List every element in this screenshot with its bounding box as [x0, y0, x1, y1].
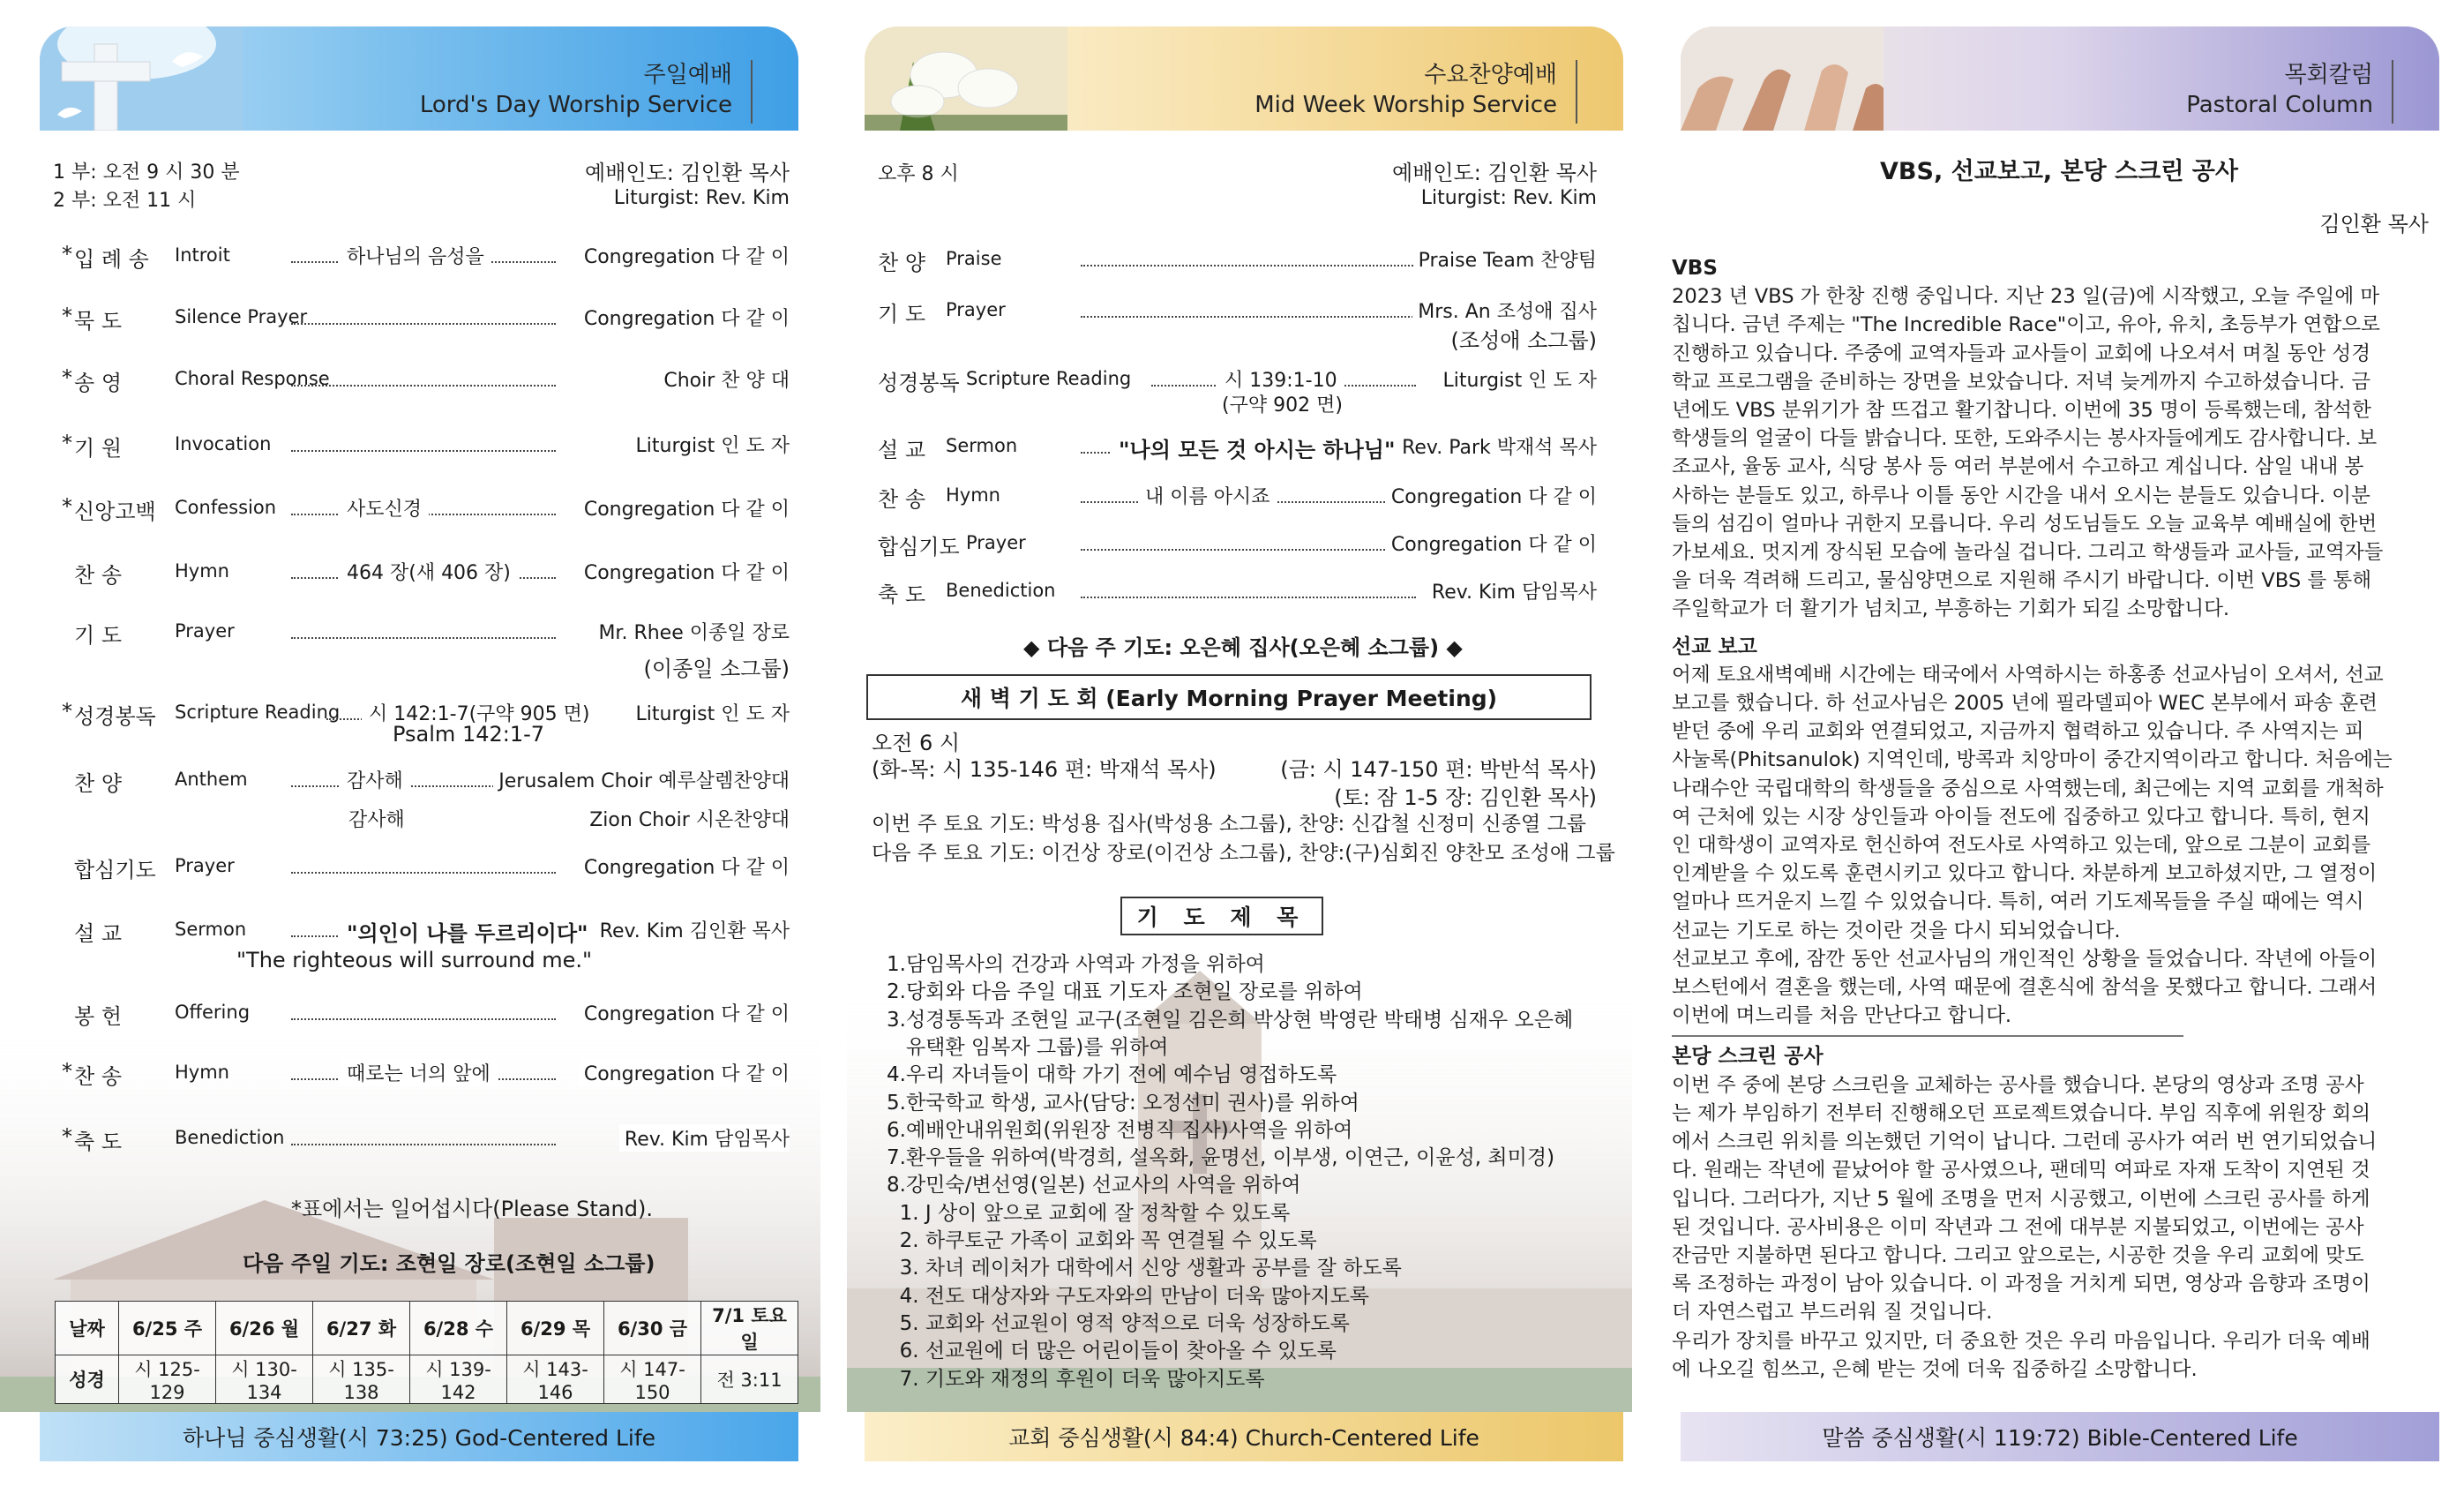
item-detail: 때로는 너의 앞에 [340, 1059, 498, 1086]
column-line: 선교보고 후에, 잠깐 동안 선교사님의 개인적인 상황을 들었습니다. 작년에 아들이 [1672, 947, 2378, 971]
item-name: 기 원 [74, 436, 122, 461]
column-line: 선교는 기도로 하는 것이란 것을 다시 되뇌었습니다. [1672, 919, 2121, 942]
stand-marker: * [62, 304, 72, 328]
stand-note: *표에서는 일어섭시다(Please Stand). [291, 1197, 653, 1221]
item-performer: Congregation 다 같 이 [1386, 482, 1597, 509]
item-performer: Congregation 다 같 이 [579, 558, 790, 585]
dawn-friday: (금: 시 147-150 편: 박반석 목사) [1280, 757, 1597, 782]
service-item [0, 242, 820, 277]
dot-leader [291, 450, 556, 452]
item-performer: Jerusalem Choir 예루살렘찬양대 [493, 766, 790, 793]
column-title: VBS, 선교보고, 본당 스크린 공사 [1880, 158, 2238, 185]
prayer-topic: 7.환우들을 위하여(박경희, 설옥화, 윤명선, 이부생, 이연근, 이윤성, 최미경) [887, 1146, 1555, 1170]
column-line: 에서 스크린 위치를 의논했던 기억이 납니다. 그런데 공사가 여러 번 연기되었습니 [1672, 1130, 2378, 1154]
item-performer: Congregation 다 같 이 [579, 999, 790, 1026]
header-title-ko: 목회칼럼 [2284, 62, 2373, 88]
schedule-date: 날짜 [56, 1302, 119, 1355]
schedule-date: 6/29 목 [507, 1302, 604, 1355]
prayer-topics-title: 기 도 제 목 [1136, 905, 1307, 930]
item-english: Sermon [175, 919, 247, 940]
service-time-2: 2 부: 오전 11 시 [53, 190, 197, 212]
column-line: 가보세요. 멋지게 장식된 모습에 놀라실 겁니다. 그리고 학생들과 교사들, 교역자들 [1672, 541, 2384, 565]
reaching-hands-art [1681, 26, 1884, 131]
dawn-time: 오전 6 시 [872, 731, 961, 755]
item-name: 송 영 [74, 371, 122, 395]
item-detail: 내 이름 아시죠 [1138, 482, 1277, 509]
schedule-date: 6/27 화 [313, 1302, 410, 1355]
stand-marker: * [62, 494, 72, 519]
item-name: 찬 송 [74, 563, 122, 588]
item-performer: Rev. Kim 담임목사 [1427, 577, 1597, 604]
section-vbs-title: VBS [1672, 257, 1718, 280]
column-line: 입니다. 그러다가, 지난 5 월에 조명을 먼저 시공했고, 이번에 스크린 공사를 하게 [1672, 1187, 2370, 1211]
item-english: Scripture Reading [966, 368, 1132, 389]
item-name: 봉 헌 [74, 1004, 122, 1029]
header-title-en: Lord's Day Worship Service [419, 92, 732, 118]
prayer-topic: 6. 선교원에 더 많은 어린이들이 찾아올 수 있도록 [887, 1340, 1337, 1363]
column-line: 는 제가 부임하기 전부터 진행해오던 프로젝트였습니다. 부임 직후에 위원장 회의 [1672, 1101, 2371, 1125]
stand-marker: * [62, 431, 72, 455]
dot-leader [1081, 316, 1416, 318]
item-performer: Congregation 다 같 이 [1386, 529, 1597, 557]
item-performer: Congregation 다 같 이 [579, 1059, 790, 1086]
anthem2-title: 감사해 [348, 809, 405, 831]
item-detail: 하나님의 음성을 [340, 242, 491, 269]
item-performer: Rev. Kim 김인환 목사 [595, 916, 790, 943]
pastoral-header-banner [1681, 26, 2439, 131]
column-line: 인계받을 수 있도록 훈련시키고 있다고 합니다. 차분하게 보고하셨지만, 그 열정이 [1672, 862, 2378, 886]
prayer-topic: 8.강민숙/변선영(일본) 선교사의 사역을 위하여 [887, 1174, 1301, 1197]
item-english: Introit [175, 244, 230, 266]
column-line: 사눌록(Phitsanulok) 지역인데, 방콕과 치앙마이 중간지역이라고 합니다. 처음에는 [1672, 748, 2393, 772]
service-item [0, 999, 820, 1034]
schedule-date: 7/1 토요일 [701, 1302, 798, 1355]
item-detail: 시 139:1-10 [1217, 365, 1344, 393]
service-item [0, 766, 820, 801]
service-item [847, 529, 1632, 565]
prayer-topic: 유택환 임복자 그룹)를 위하여 [887, 1035, 1169, 1059]
service-time: 오후 8 시 [878, 163, 959, 185]
item-detail: 사도신경 [340, 494, 429, 522]
item-english: Choral Response [175, 368, 330, 389]
pastoral-column [1654, 0, 2464, 1494]
item-english: Prayer [946, 299, 1006, 320]
item-performer: Congregation 다 같 이 [579, 494, 790, 522]
section-mission-title: 선교 보고 [1672, 634, 1757, 658]
sunday-worship-column [0, 0, 820, 1494]
item-detail: 감사해 [340, 766, 410, 793]
item-performer: Liturgist 인 도 자 [631, 431, 790, 458]
item-name: 축 도 [74, 1130, 122, 1154]
schedule-reading: 전 3:11 [701, 1355, 798, 1404]
prayer-topic: 3.성경통독과 조현일 교구(조현일 김은희 박상현 박영란 박태병 심재우 오은혜 [887, 1008, 1574, 1032]
column-line: 을 더욱 격려해 드리고, 물심양면으로 지원해 주시기 바랍니다. 이번 VBS 를 통해 [1672, 569, 2372, 593]
stand-marker: * [62, 365, 72, 390]
item-name: 설 교 [74, 921, 122, 946]
dot-leader [291, 385, 556, 387]
item-english: Invocation [175, 433, 272, 454]
item-english: Prayer [175, 855, 235, 876]
pastoral-footer: 말씀 중심생활(시 119:72) Bible-Centered Life [1681, 1412, 2439, 1461]
header-title-en: Pastoral Column [2186, 92, 2373, 118]
column-body [1672, 249, 2422, 1384]
item-name: 합심기도 [878, 535, 960, 559]
section-divider [1672, 1035, 2183, 1037]
prayer-topic: 6.예배안내위원회(위원장 전병직 집사)사역을 위하여 [887, 1118, 1353, 1142]
item-english: Silence Prayer [175, 306, 308, 327]
dawn-prayer-title-box [866, 674, 1591, 720]
worship-leader-en: Liturgist: Rev. Kim [613, 187, 790, 209]
schedule-reading: 시 147-150 [604, 1355, 701, 1404]
item-performer: Rev. Kim 담임목사 [619, 1124, 790, 1152]
prayer-topics-title-box [1120, 897, 1323, 935]
item-performer: Mrs. An 조성애 집사 [1412, 297, 1597, 324]
item-english: Hymn [175, 560, 229, 582]
worship-leader-en: Liturgist: Rev. Kim [1420, 187, 1597, 209]
column-line: 보스턴에서 결혼을 했는데, 사역 때문에 결혼식에 참석을 못했다고 합니다. 그래서 [1672, 976, 2378, 1000]
section-mission-body [1672, 661, 2422, 1031]
prayer-topic: 4.우리 자녀들이 대학 가기 전에 예수님 영접하도록 [887, 1063, 1337, 1087]
sunday-footer: 하나님 중심생활(시 73:25) God-Centered Life [40, 1412, 798, 1461]
prayer-topic: 7. 기도와 재정의 후원이 더욱 많아지도록 [887, 1367, 1265, 1391]
item-name: 설 교 [878, 438, 925, 462]
column-line: 에 나오길 힘쓰고, 은혜 받는 것에 더욱 집중하길 소망합니다. [1672, 1357, 2198, 1381]
dot-leader [291, 637, 556, 639]
column-line: 더 자연스럽고 부드러워 질 것입니다. [1672, 1301, 1993, 1325]
service-item [847, 482, 1632, 517]
stand-marker: * [62, 1124, 72, 1149]
column-line: 어제 토요새벽예배 시간에는 태국에서 사역하시는 하홍종 선교사님이 오셔서, 선교 [1672, 663, 2384, 687]
column-line: 다. 원래는 작년에 끝났어야 할 공사였으나, 팬데믹 여파로 자재 도착이 지연된 것 [1672, 1159, 2370, 1182]
item-detail: "의인이 나를 두르리이다" [340, 916, 595, 947]
worship-leader-ko: 예배인도: 김인환 목사 [585, 161, 790, 185]
schedule-reading: 시 139-142 [410, 1355, 507, 1404]
schedule-date: 6/26 월 [216, 1302, 313, 1355]
next-sunday-prayer: 다음 주일 기도: 조현일 장로(조현일 소그룹) [243, 1251, 655, 1276]
header-title-en: Mid Week Worship Service [1254, 92, 1557, 118]
lily-flower-art [865, 26, 1067, 131]
schedule-reading: 시 125-129 [119, 1355, 216, 1404]
column-line: 조교사, 율동 교사, 식당 봉사 등 여러 부분에서 수고하고 계십니다. 삼일 내내 봉 [1672, 455, 2364, 479]
column-line: 칩니다. 금년 주제는 "The Incredible Race"이고, 유아, 유치, 초등부가 연합으로 [1672, 313, 2380, 337]
service-item [0, 558, 820, 593]
dawn-prayer-title: 새 벽 기 도 회 (Early Morning Prayer Meeting) [960, 686, 1498, 711]
item-name: 찬 양 [74, 771, 122, 796]
item-name: 신앙고백 [74, 499, 156, 524]
column-line: 2023 년 VBS 가 한창 진행 중입니다. 지난 23 일(금)에 시작했고, 오늘 주일에 마 [1672, 285, 2380, 309]
item-english: Hymn [175, 1062, 229, 1083]
service-item [0, 618, 820, 653]
item-performer: Congregation 다 같 이 [579, 304, 790, 331]
item-name: 입 례 송 [74, 247, 149, 272]
column-line: 이번에 며느리를 처음 만난다고 합니다. [1672, 1004, 2012, 1028]
service-item [847, 245, 1632, 281]
column-line: 주일학교가 더 활기가 넘치고, 부흥하는 기회가 되길 소망합니다. [1672, 597, 2230, 621]
item-name: 합심기도 [74, 858, 156, 882]
item-english: Praise [946, 248, 1002, 269]
service-item [0, 494, 820, 529]
this-saturday-prayer: 이번 주 토요 기도: 박성용 집사(박성용 소그룹), 찬양: 신갑철 신정미 신종열 그룹 [872, 813, 1586, 836]
item-english: Prayer [966, 532, 1026, 553]
item-performer: Mr. Rhee 이종일 장로 [593, 618, 790, 645]
dot-leader [1081, 265, 1416, 267]
prayer-topic: 2. 하쿠토군 가족이 교회와 꼭 연결될 수 있도록 [887, 1229, 1317, 1252]
midweek-worship-column [847, 0, 1632, 1494]
prayer-topic: 5. 교회와 선교원이 영적 양적으로 더욱 성장하도록 [887, 1311, 1350, 1335]
column-line: 이번 주 중에 본당 스크린을 교체하는 공사를 했습니다. 본당의 영상과 조명 공사 [1672, 1073, 2364, 1097]
item-performer: Choir 찬 양 대 [658, 365, 790, 393]
schedule-reading: 시 130-134 [216, 1355, 313, 1404]
column-line: 된 것입니다. 공사비용은 이미 작년과 그 전에 대부분 지불되었고, 이번에는 공사 [1672, 1215, 2364, 1239]
item-performer: Liturgist 인 도 자 [631, 699, 790, 726]
item-performer: Liturgist 인 도 자 [1438, 365, 1598, 393]
prayer-subgroup: (이종일 소그룹) [643, 657, 790, 681]
prayer-topic: 5.한국학교 학생, 교사(담당: 오정선미 권사)를 위하여 [887, 1091, 1359, 1115]
bible-reading-schedule [55, 1301, 798, 1404]
item-name: 찬 양 [878, 251, 925, 275]
schedule-reading: 시 135-138 [313, 1355, 410, 1404]
next-week-prayer: ◆ 다음 주 기도: 오은혜 집사(오은혜 소그룹) ◆ [1023, 635, 1463, 660]
sunday-header-banner [40, 26, 798, 131]
service-item [847, 432, 1632, 468]
sermon-title-english: "The righteous will surround me." [236, 948, 593, 972]
dot-leader [1081, 549, 1416, 551]
stand-marker: * [62, 699, 72, 724]
header-title-ko: 주일예배 [643, 62, 732, 88]
dot-leader [291, 323, 556, 325]
midweek-footer: 교회 중심생활(시 84:4) Church-Centered Life [865, 1412, 1623, 1461]
section-vbs-body [1672, 282, 2422, 623]
midweek-header-banner [865, 26, 1623, 131]
column-line: 인 대학생이 교역자로 헌신하여 전도사로 사역하고 있는데, 앞으로 그분이 교회를 [1672, 834, 2371, 858]
worship-leader-ko: 예배인도: 김인환 목사 [1392, 161, 1597, 185]
service-item [0, 431, 820, 466]
item-english: Confession [175, 497, 277, 518]
column-author: 김인환 목사 [2319, 212, 2429, 236]
dawn-saturday: (토: 잠 1-5 장: 김인환 목사) [1334, 785, 1597, 810]
column-line: 얼마나 뜨거운지 느낄 수 있었습니다. 특히, 여러 기도제목들을 주실 때에는 역시 [1672, 890, 2364, 914]
stand-marker: * [62, 242, 72, 267]
column-line: 받던 중에 우리 교회와 연결되었고, 지금까지 협력하고 있습니다. 주 사역지는 피 [1672, 720, 2364, 744]
item-name: 묵 도 [74, 309, 122, 334]
service-item [0, 852, 820, 888]
service-item [0, 916, 820, 951]
column-line: 잔금만 지불하면 된다고 합니다. 그리고 앞으로는, 시공한 것을 우리 교회에 맞도 [1672, 1243, 2364, 1267]
item-name: 축 도 [878, 582, 925, 607]
stand-marker: * [62, 1059, 72, 1084]
column-line: 여 근처에 있는 시장 상인들과 아이들 전도에 집중하고 있다고 합니다. 특히, 현지 [1672, 805, 2370, 829]
schedule-date: 6/25 주 [119, 1302, 216, 1355]
service-item [847, 577, 1632, 612]
column-line: 학교 프로그램을 준비하는 장면을 보았습니다. 저녁 늦게까지 수고하셨습니다. 금 [1672, 370, 2371, 394]
item-english: Sermon [946, 435, 1018, 456]
item-detail: 시 142:1-7(구약 905 면) [362, 699, 596, 726]
item-name: 기 도 [74, 623, 122, 648]
anthem2-choir: Zion Choir 시온찬양대 [589, 809, 790, 831]
item-english: Benediction [946, 580, 1056, 601]
item-detail: "나의 모든 것 아시는 하나님" [1112, 432, 1402, 463]
schedule-reading: 시 143-146 [507, 1355, 604, 1404]
item-performer: Congregation 다 같 이 [579, 242, 790, 269]
service-item [0, 304, 820, 339]
column-line: 보고를 했습니다. 하 선교사님은 2005 년에 필라델피아 WEC 본부에서 파송 훈련 [1672, 692, 2378, 716]
item-name: 성경봉독 [878, 371, 960, 395]
prayer-subgroup: (조성애 소그룹) [1450, 328, 1597, 353]
item-performer: Praise Team 찬양팀 [1413, 245, 1597, 273]
prayer-topic: 3. 차녀 레이처가 대학에서 신앙 생활과 공부를 잘 하도록 [887, 1257, 1402, 1280]
item-name: 찬 송 [878, 487, 925, 512]
dot-leader [291, 1144, 556, 1145]
column-line: 나래수안 국립대학의 학생들을 중심으로 사역했는데, 최근에는 지역 교회를 개척하 [1672, 777, 2384, 800]
column-line: 사하는 분들도 있고, 하루나 이틀 동안 시간을 내서 오시는 분들도 있습니다. 이분 [1672, 484, 2370, 507]
item-performer: Rev. Park 박재석 목사 [1397, 432, 1597, 460]
item-english: Scripture Reading [175, 702, 341, 723]
schedule-date: 6/28 수 [410, 1302, 507, 1355]
dot-leader [291, 872, 556, 874]
header-title-ko: 수요찬양예배 [1424, 62, 1557, 88]
item-english: Hymn [946, 484, 1000, 506]
item-english: Offering [175, 1002, 251, 1023]
scripture-page: (구약 902 면) [1222, 394, 1343, 417]
schedule-date: 6/30 금 [604, 1302, 701, 1355]
schedule-reading: 성경 [56, 1355, 119, 1404]
prayer-topic: 1.담임목사의 건강과 사역과 가정을 위하여 [887, 953, 1265, 976]
cross-dove-art [40, 26, 243, 131]
item-english: Anthem [175, 769, 248, 790]
service-item [0, 1124, 820, 1160]
column-line: 들의 섬김이 얼마나 귀한지 모릅니다. 우리 성도님들도 오늘 교육부 예배실에 한번 [1672, 512, 2378, 536]
column-line: 우리가 장치를 바꾸고 있지만, 더 중요한 것은 우리 마음입니다. 우리가 더욱 예배 [1672, 1329, 2370, 1353]
section-screen-title: 본당 스크린 공사 [1672, 1045, 1824, 1069]
item-performer: Congregation 다 같 이 [579, 852, 790, 880]
service-time-1: 1 부: 오전 9 시 30 분 [53, 161, 240, 184]
dot-leader [1081, 597, 1416, 598]
column-line: 진행하고 있습니다. 주중에 교역자들과 교사들이 교회에 나오셔서 며칠 동안 성경 [1672, 342, 2371, 365]
next-saturday-prayer: 다음 주 토요 기도: 이건상 장로(이건상 소그룹), 찬양:(구)심회진 양찬모 조성애 그룹 [872, 842, 1615, 865]
section-screen-body [1672, 1071, 2422, 1384]
column-line: 록 조정하는 과정이 남아 있습니다. 이 과정을 거치게 되면, 영상과 음향과 조명이 [1672, 1273, 2370, 1296]
item-name: 성경봉독 [74, 704, 156, 729]
item-english: Benediction [175, 1127, 285, 1148]
prayer-topic: 2.당회와 다음 주일 대표 기도자 조현일 장로를 위하여 [887, 980, 1363, 1004]
prayer-topic: 1. J 상이 앞으로 교회에 잘 정착할 수 있도록 [887, 1201, 1291, 1225]
header-divider [2392, 60, 2393, 124]
header-divider [751, 60, 753, 124]
dawn-tue-thu: (화-목: 시 135-146 편: 박재석 목사) [872, 757, 1217, 782]
item-detail: 464 장(새 406 장) [340, 558, 518, 585]
column-line: 년에도 VBS 분위기가 참 뜨겁고 활기찹니다. 이번에 35 명이 등록했는데, 참석한 [1672, 399, 2371, 423]
prayer-topic: 4. 전도 대상자와 구도자와의 만남이 더욱 많아지도록 [887, 1284, 1370, 1308]
item-name: 기 도 [878, 302, 925, 327]
service-item [0, 365, 820, 401]
column-line: 학생들의 얼굴이 다들 밝습니다. 또한, 도와주시는 봉사자들에게도 감사합니다. 보 [1672, 427, 2378, 451]
item-english: Prayer [175, 620, 235, 642]
dot-leader [291, 1018, 556, 1020]
header-divider [1576, 60, 1577, 124]
item-name: 찬 송 [74, 1064, 122, 1089]
scripture-english: Psalm 142:1-7 [393, 722, 545, 747]
service-item [0, 1059, 820, 1094]
